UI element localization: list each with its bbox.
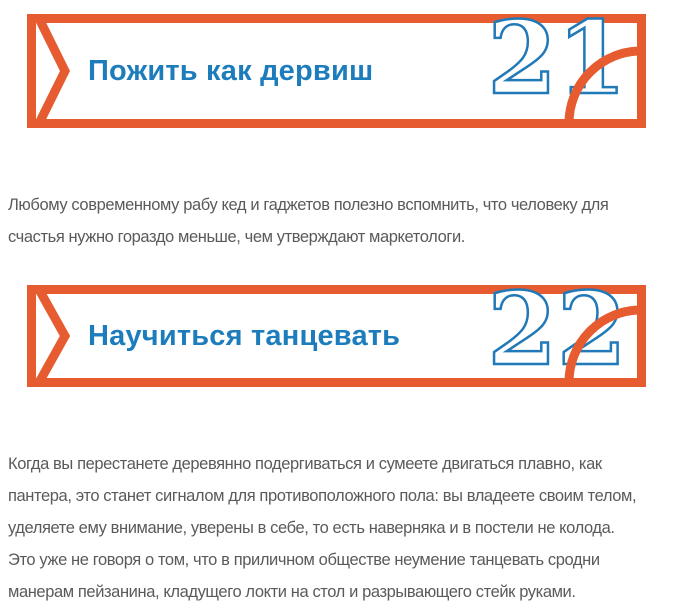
paragraph-line: уделяете ему внимание, уверены в себе, то есть наверняка и в постели не колода. (8, 519, 615, 537)
item-title-22: Научиться танцевать (88, 319, 401, 352)
paragraph-line: счастья нужно гораздо меньше, чем утверждают маркетологи. (8, 228, 465, 246)
banner-21 (27, 14, 646, 128)
section-22 (0, 285, 673, 608)
paragraph-line: Любому современному рабу кед и гаджетов полезно вспомнить, что человеку для (8, 196, 609, 214)
banner-22 (27, 285, 646, 387)
chevron-right-icon (36, 14, 70, 128)
svg-text:21: 21 (487, 15, 627, 107)
paragraph-21 (8, 189, 673, 253)
paragraph-line: Когда вы перестанете деревянно подергиваться и сумеете двигаться плавно, как (8, 455, 602, 473)
paragraph-line: Это уже не говоря о том, что в приличном обществе неумение танцевать сродни (8, 551, 600, 569)
paragraph-line: пантера, это станет сигналом для противоположного пола: вы владеете своим телом, (8, 487, 637, 505)
paragraph-22 (8, 448, 673, 608)
item-title-21: Пожить как дервиш (88, 54, 374, 87)
section-21 (0, 14, 673, 253)
item-number-21 (487, 15, 627, 107)
paragraph-line: манерам пейзанина, кладущего локти на стол и разрывающего стейк руками. (8, 583, 576, 601)
item-number-22 (487, 286, 627, 378)
document-page (0, 14, 673, 609)
svg-text:22: 22 (487, 286, 627, 378)
chevron-right-icon (36, 285, 70, 387)
